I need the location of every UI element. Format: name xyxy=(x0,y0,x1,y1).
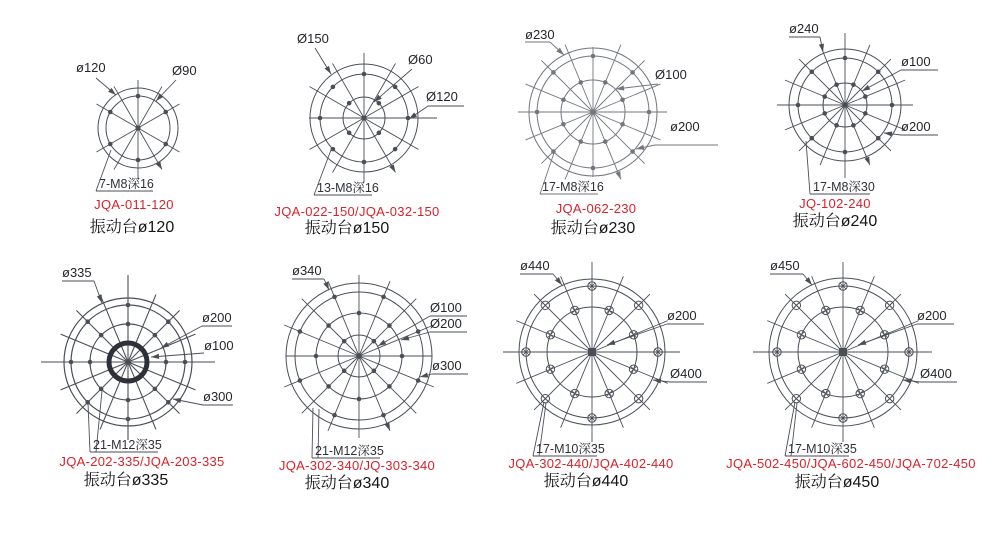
dim-label: Ø120 xyxy=(426,89,458,104)
bolt-hole-dot xyxy=(318,116,323,121)
panel-title: 振动台ø150 xyxy=(304,220,390,237)
bolt-hole-dot xyxy=(843,56,848,61)
bolt-hole-dot xyxy=(416,329,421,334)
arrowhead xyxy=(97,295,102,303)
spoke-line xyxy=(845,105,891,151)
spoke-line xyxy=(96,104,138,128)
bolt-hole-dot xyxy=(381,295,386,300)
arrowhead xyxy=(884,131,892,136)
bolt-hole-dot xyxy=(357,311,362,316)
dim-label: ø450 xyxy=(770,258,800,273)
dim-label: Ø200 xyxy=(430,316,462,331)
spoke-line xyxy=(114,86,138,128)
thread-label: 17-M10深35 xyxy=(788,442,857,456)
dim-label: ø340 xyxy=(292,263,322,278)
thread-leader-line xyxy=(88,403,90,452)
bolt-hole-dot xyxy=(126,417,131,422)
spoke-line xyxy=(302,356,359,413)
model-code: JQA-302-440/JQA-402-440 xyxy=(508,456,674,471)
bolt-hole-dot xyxy=(603,139,608,144)
bolt-hole-dot xyxy=(332,413,337,418)
dim-label: ø230 xyxy=(525,27,555,42)
bolt-hole-dot xyxy=(166,319,171,324)
bolt-hole-dot xyxy=(603,80,608,85)
bolt-hole-dot xyxy=(578,80,583,85)
panel-335 xyxy=(41,265,234,489)
bolt-hole-dot xyxy=(834,82,839,87)
dim-label: ø200 xyxy=(901,119,931,134)
thread-leader-line xyxy=(312,408,313,458)
bolt-hole-dot xyxy=(326,323,331,328)
panel-title: 振动台ø240 xyxy=(792,213,878,230)
panel-450 xyxy=(726,258,976,491)
bolt-hole-dot xyxy=(136,158,141,163)
spoke-line xyxy=(541,60,593,112)
bolt-hole-dot xyxy=(183,360,188,365)
bolt-hole-dot xyxy=(809,69,814,74)
bolt-hole-dot xyxy=(88,360,93,365)
bolt-hole-dot xyxy=(890,103,895,108)
bolt-hole-dot xyxy=(314,354,319,359)
arrowhead xyxy=(615,171,620,179)
arrowhead xyxy=(420,373,428,378)
bolt-hole-dot xyxy=(372,369,377,374)
dim-label: ø300 xyxy=(203,389,233,404)
bolt-hole-dot xyxy=(136,94,141,99)
bolt-hole-dot xyxy=(332,295,337,300)
bolt-hole-dot xyxy=(387,384,392,389)
center-marker xyxy=(839,348,847,356)
dim-label: ø240 xyxy=(789,21,819,36)
dim-label: ø120 xyxy=(76,60,106,75)
bolt-hole-dot xyxy=(535,110,540,115)
bolt-hole-dot xyxy=(591,166,596,171)
spoke-line xyxy=(138,128,180,152)
panel-title: 振动台ø120 xyxy=(89,219,175,236)
center-marker xyxy=(135,125,140,130)
bolt-hole-dot xyxy=(381,413,386,418)
dim-label: Ø150 xyxy=(297,31,329,46)
bolt-hole-dot xyxy=(620,122,625,127)
bolt-hole-dot xyxy=(393,147,398,152)
spoke-line xyxy=(96,128,138,152)
bolt-hole-dot xyxy=(362,160,367,165)
bolt-hole-dot xyxy=(551,149,556,154)
bolt-hole-dot xyxy=(406,116,411,121)
bolt-hole-dot xyxy=(822,94,827,99)
arrowhead xyxy=(862,85,870,91)
bolt-hole-dot xyxy=(163,110,168,115)
spoke-line xyxy=(359,299,416,356)
bolt-hole-dot xyxy=(108,110,113,115)
center-marker xyxy=(590,109,596,115)
bolt-hole-dot xyxy=(843,150,848,155)
bolt-hole-dot xyxy=(166,400,171,405)
bolt-hole-dot xyxy=(362,72,367,77)
dim-label: Ø400 xyxy=(670,366,702,381)
center-marker xyxy=(356,353,362,359)
bolt-hole-dot xyxy=(809,136,814,141)
bolt-hole-dot xyxy=(331,85,336,90)
thread-label: 7-M8深16 xyxy=(99,177,154,191)
bolt-hole-dot xyxy=(387,323,392,328)
bolt-hole-dot xyxy=(822,111,827,116)
panel-150 xyxy=(274,31,464,237)
spoke-line xyxy=(359,356,416,413)
arrowhead xyxy=(819,44,824,52)
panel-240 xyxy=(777,21,938,230)
bolt-hole-dot xyxy=(876,136,881,141)
arrowhead xyxy=(903,378,911,383)
bolt-hole-dot xyxy=(298,378,303,383)
thread-label: 13-M8深16 xyxy=(317,181,379,195)
spoke-line xyxy=(845,59,891,105)
center-marker xyxy=(588,348,596,356)
model-code: JQ-102-240 xyxy=(799,196,871,211)
spoke-line xyxy=(138,104,180,128)
bolt-hole-dot xyxy=(342,339,347,344)
bolt-hole-dot xyxy=(876,69,881,74)
panel-title: 振动台ø230 xyxy=(550,220,636,237)
bolt-hole-dot xyxy=(126,398,131,403)
panel-120 xyxy=(76,60,197,236)
bolt-hole-dot xyxy=(85,319,90,324)
bolt-hole-dot xyxy=(620,97,625,102)
model-code: JQA-502-450/JQA-602-450/JQA-702-450 xyxy=(726,456,976,471)
dim-label: ø300 xyxy=(432,358,462,373)
bolt-hole-dot xyxy=(377,101,382,106)
bolt-hole-dot xyxy=(69,360,74,365)
thread-label: 21-M12深35 xyxy=(93,438,162,452)
bolt-hole-dot xyxy=(372,339,377,344)
model-code: JQA-202-335/JQA-203-335 xyxy=(59,454,225,469)
spoke-line xyxy=(799,59,845,105)
thread-label: 21-M12深35 xyxy=(315,444,384,458)
bolt-hole-dot xyxy=(863,94,868,99)
dim-label: Ø100 xyxy=(655,67,687,82)
bolt-hole-dot xyxy=(647,110,652,115)
thread-label: 17-M8深30 xyxy=(813,180,875,194)
arrowhead xyxy=(607,340,615,345)
dim-label: Ø400 xyxy=(920,366,952,381)
dim-label: ø440 xyxy=(520,258,550,273)
spoke-line xyxy=(541,112,593,164)
arrowhead xyxy=(151,354,159,359)
spoke-line xyxy=(114,128,138,170)
model-code: JQA-022-150/JQA-032-150 xyxy=(274,204,440,219)
bolt-hole-dot xyxy=(108,142,113,147)
dim-label: Ø100 xyxy=(430,300,462,315)
thread-label: 17-M8深16 xyxy=(542,180,604,194)
dim-leader-line xyxy=(378,316,430,346)
center-marker xyxy=(361,115,366,120)
bolt-hole-dot xyxy=(298,329,303,334)
panel-230 xyxy=(518,27,718,237)
bolt-hole-dot xyxy=(347,101,352,106)
bolt-hole-dot xyxy=(357,397,362,402)
bolt-hole-dot xyxy=(400,354,405,359)
model-code: JQA-302-340/JQ-303-340 xyxy=(278,458,436,473)
spoke-line xyxy=(138,86,162,128)
arrowhead xyxy=(323,282,329,290)
bolt-hole-dot xyxy=(153,333,158,338)
bolt-hole-dot xyxy=(863,111,868,116)
arrowhead xyxy=(325,66,331,74)
bolt-hole-dot xyxy=(331,147,336,152)
spoke-line xyxy=(302,299,359,356)
bolt-hole-dot xyxy=(347,131,352,136)
panel-title: 振动台ø340 xyxy=(304,475,390,492)
dim-leader-line xyxy=(607,324,667,345)
dim-label: ø335 xyxy=(62,265,92,280)
bolt-hole-dot xyxy=(630,70,635,75)
bolt-hole-dot xyxy=(126,322,131,327)
bolt-hole-dot xyxy=(591,54,596,59)
bolt-hole-dot xyxy=(851,82,856,87)
bolt-hole-dot xyxy=(796,103,801,108)
model-code: JQA-062-230 xyxy=(555,201,637,216)
panel-340 xyxy=(279,263,468,492)
arrowhead xyxy=(858,340,866,345)
spoke-line xyxy=(593,112,645,164)
bolt-hole-dot xyxy=(164,360,169,365)
panel-title: 振动台ø440 xyxy=(543,473,629,490)
bolt-hole-dot xyxy=(416,378,421,383)
bolt-hole-dot xyxy=(851,123,856,128)
panel-title: 振动台ø335 xyxy=(83,472,169,489)
dim-label: ø200 xyxy=(670,119,700,134)
bolt-hole-dot xyxy=(377,131,382,136)
bolt-hole-dot xyxy=(834,123,839,128)
center-marker xyxy=(843,103,848,108)
bolt-hole-dot xyxy=(561,97,566,102)
dim-label: Ø60 xyxy=(408,52,433,67)
thread-label: 17-M10深35 xyxy=(536,442,605,456)
bolt-hole-dot xyxy=(99,387,104,392)
panel-440 xyxy=(503,258,707,490)
dim-label: ø200 xyxy=(917,308,947,323)
dim-label: ø200 xyxy=(667,308,697,323)
model-code: JQA-011-120 xyxy=(94,197,174,212)
arrowhead xyxy=(864,157,869,165)
dim-label: ø100 xyxy=(204,338,234,353)
thread-leader-line xyxy=(806,141,810,194)
bolt-hole-dot xyxy=(551,70,556,75)
bolt-hole-dot xyxy=(326,384,331,389)
bolt-hole-dot xyxy=(561,122,566,127)
bolt-hole-dot xyxy=(153,387,158,392)
bolt-hole-dot xyxy=(630,149,635,154)
dim-label: Ø90 xyxy=(172,63,197,78)
bolt-hole-dot xyxy=(342,369,347,374)
bolt-hole-dot xyxy=(163,142,168,147)
bolt-hole-dot xyxy=(578,139,583,144)
dim-label: ø100 xyxy=(901,54,931,69)
bolt-hole-dot xyxy=(126,303,131,308)
dim-label: ø200 xyxy=(202,310,232,325)
panel-title: 振动台ø450 xyxy=(794,474,880,491)
bolt-hole-dot xyxy=(99,333,104,338)
